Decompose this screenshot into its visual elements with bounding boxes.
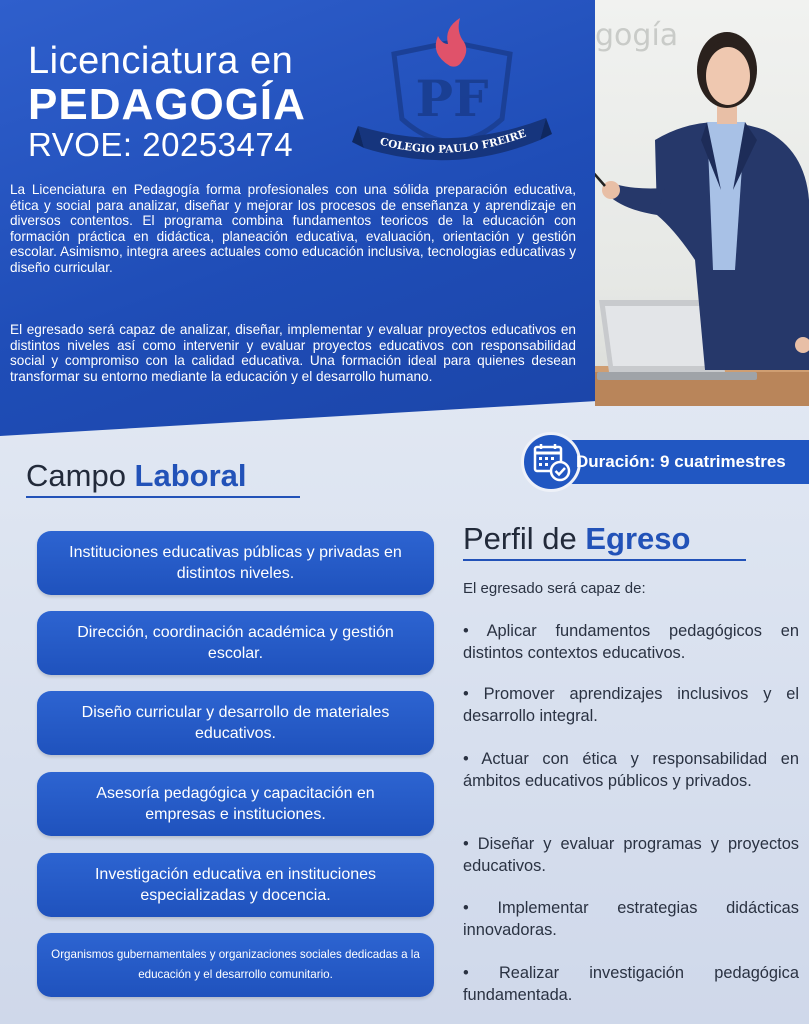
heading-underline	[463, 559, 746, 561]
svg-text:COLEGIO PAULO FREIRE: COLEGIO PAULO FREIRE	[378, 127, 528, 156]
campo-laboral-item: Asesoría pedagógica y capacitación en empresas e instituciones.	[37, 772, 434, 836]
perfil-list-item: • Diseñar y evaluar programas y proyectos educativos.	[463, 835, 799, 875]
flame-icon	[436, 18, 467, 67]
program-title: PEDAGOGÍA	[28, 80, 306, 129]
colegio-paulo-freire-logo	[352, 14, 552, 179]
calendar-icon-badge	[521, 432, 581, 492]
perfil-list-item: • Promover aprendizajes inclusivos y el desarrollo integral.	[463, 685, 799, 725]
duration-label: Duración: 9 cuatrimestres	[576, 452, 786, 471]
campo-laboral-heading: Campo Laboral	[26, 458, 247, 493]
program-description: La Licenciatura en Pedagogía forma profesionales con una sólida preparación educativa, ética y social para analizar, diseñar y mejorar los procesos de enseñanza y aprendizaje en diversos contentos. El programa combina fundamentos teoricos de la educación con formación práctica en didáctica, planeación educativa, evaluación, orientación y gestión escolar. Asimismo, integra arees actuales como educación inclusiva, tecnologias educativas y diseño curricular.	[10, 182, 576, 275]
calendar-check-icon	[524, 435, 578, 489]
perfil-list-item: • Implementar estrategias didácticas innovadoras.	[463, 899, 799, 939]
perfil-intro: El egresado será capaz de:	[463, 580, 646, 597]
perfil-list-item: • Aplicar fundamentos pedagógicos en distintos contextos educativos.	[463, 622, 799, 662]
perfil-list-item: • Realizar investigación pedagógica fundamentada.	[463, 964, 799, 1004]
svg-text:PF: PF	[415, 69, 489, 128]
campo-laboral-item: Dirección, coordinación académica y gestión escolar.	[37, 611, 434, 675]
rvoe-code: RVOE: 20253474	[28, 126, 294, 163]
campo-laboral-item: Instituciones educativas públicas y privadas en distintos niveles.	[37, 531, 434, 595]
perfil-egreso-heading: Perfil de Egreso	[463, 521, 691, 556]
perfil-list-item: • Actuar con ética y responsabilidad en ámbitos educativos públicos y privados.	[463, 750, 799, 790]
duration-badge	[521, 432, 809, 492]
graduate-description: El egresado será capaz de analizar, diseñar, implementar y evaluar proyectos educativos en distintos niveles así como intervenir y evaluar proyectos educativos con responsabilidad social y compromiso con la calidad educativa. Una formación ideal para quienes desean transformar su entorno mediante la educación y el desarrollo humano.	[10, 322, 576, 384]
campo-laboral-item: Investigación educativa en instituciones especializadas y docencia.	[37, 853, 434, 917]
heading-underline	[26, 496, 300, 498]
whiteboard-text: gogía	[595, 18, 679, 53]
teacher-photo	[595, 0, 809, 406]
campo-laboral-item: Diseño curricular y desarrollo de materiales educativos.	[37, 691, 434, 755]
campo-laboral-item: Organismos gubernamentales y organizaciones sociales dedicadas a la educación y el desarrollo comunitario.	[37, 933, 434, 997]
program-title-line1: Licenciatura en	[28, 40, 294, 82]
